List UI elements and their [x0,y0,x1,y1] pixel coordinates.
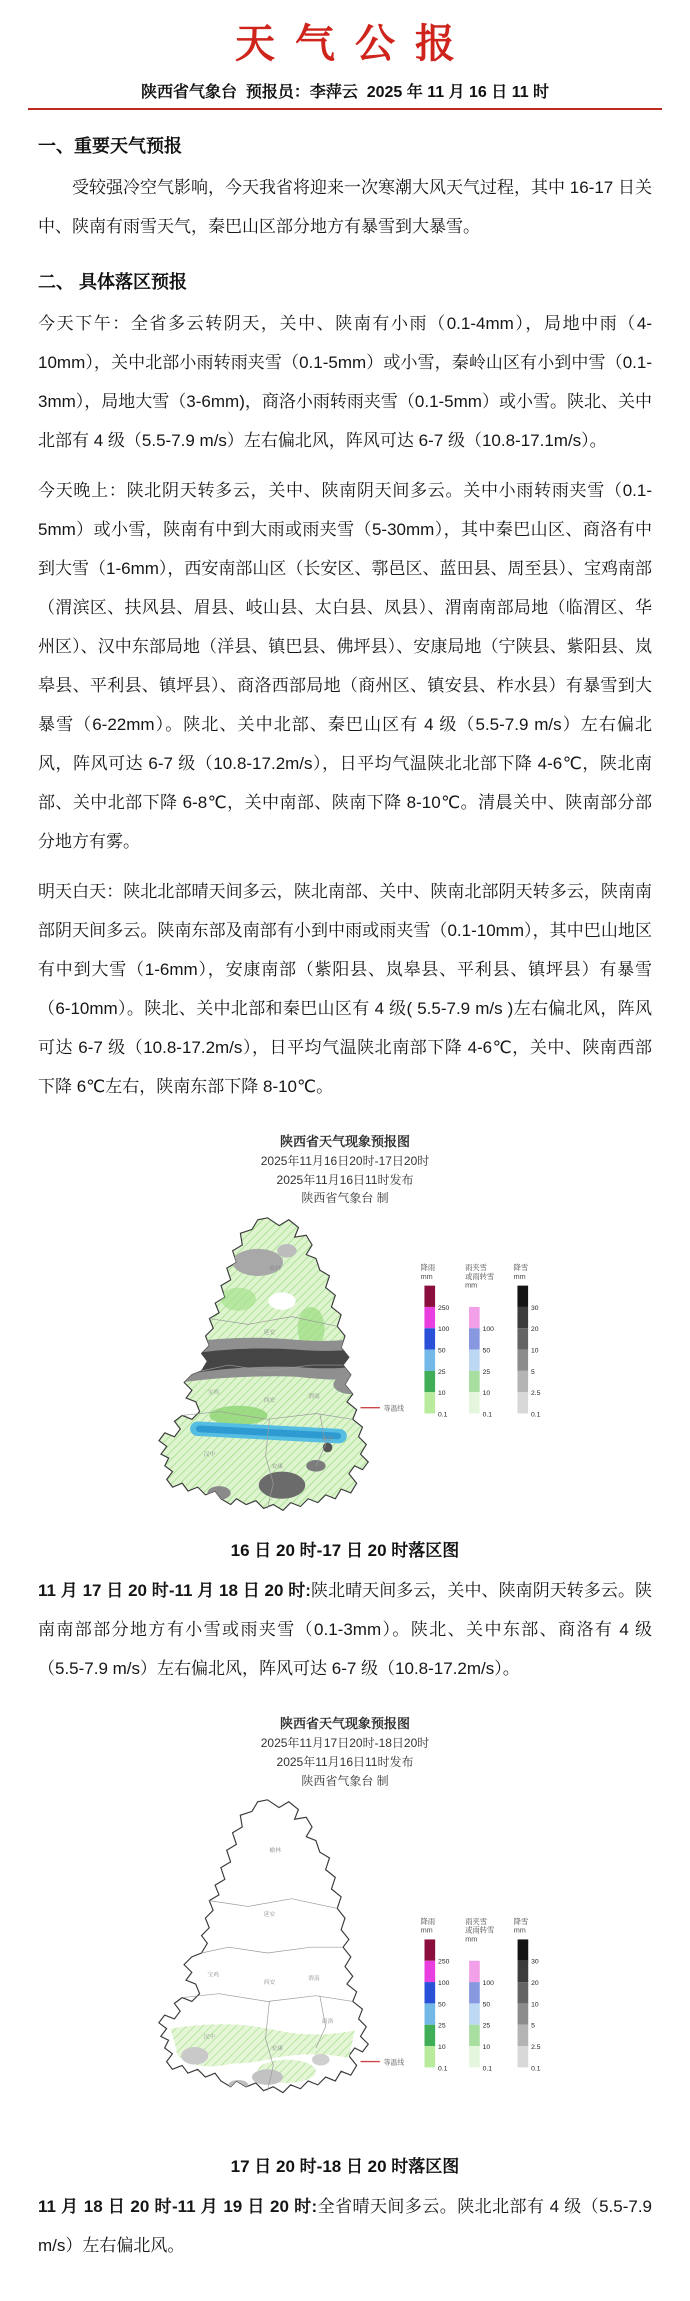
legend-tick: 10 [438,2044,446,2052]
paragraph-body: 陕北晴天间多云，关中、陕南阴天转多云。陕南南部部分地方有小雪或雨夹雪（0.1-3mm）。陕北、关中东部、商洛有 4 级（5.5-7.9 m/s）左右偏北风，阵风可达 6-7 级（10.8-17.2m/s）。 [38,1580,653,1679]
issuer-meta-line: 陕西省气象台 预报员：李萍云 2025 年 11 月 16 日 11 时 [140,84,550,101]
city-label: 商洛 [321,2018,334,2025]
paragraph-body: 陕北北部晴天间多云，陕北南部、关中、陕南北部阴天转多云，陕南南部阴天间多云。陕南东部及南部有小到中雨或雨夹雪（0.1-10mm），其中巴山地区有中到大雪（1-6mm），安康南部（紫阳县、岚皋县、平利县、镇坪县）有暴雪（6-10mm）。陕北、关中北部和秦巴山区有 4 级( 5.5-7.9 m/s )左右偏北风，阵风可达 6-7 级（10.8-17.2m/s），日平均气温陕北南部下降 4-6℃，关中、陕南西部下降 6℃左右，陕南东部下降 8-10℃。 [38,881,653,1096]
legend-sleet [465,1263,494,1418]
legend-group [361,1263,541,1418]
legend-tick: 25 [438,2022,446,2030]
isoline-label: 等温线 [383,2059,405,2067]
map2-producer: 陕西省气象台 制 [301,1773,389,1788]
legend-tick: 10 [531,1347,539,1355]
legend-tick: 10 [482,2044,491,2052]
map2-header [0,1714,690,1790]
meta-underline-rule [28,79,662,110]
legend-snow-unit: mm [513,1925,526,1935]
section-heading-important-forecast: 一、重要天气预报 [38,136,182,156]
paragraph-18th-to-19th [38,2187,652,2265]
paragraph-body: 全省多云转阴天，关中、陕南有小雨（0.1-4mm），局地中雨（4-10mm），关中北部小雨转雨夹雪（0.1-5mm）或小雪，秦岭山区有小到中雪（0.1-3mm），局地大雪（3-6mm)，商洛小雨转雨夹雪（0.1-5mm）或小雪。陕北、关中北部有 4 级（5.5-7.9 m/s）左右偏北风，阵风可达 6-7 级（10.8-17.1m/s）。 [38,314,653,451]
map2-issue-time: 2025年11月16日11时发布 [276,1755,414,1769]
legend-tick: 0.1 [482,2065,493,2073]
paragraph-tonight [38,471,652,862]
legend-group [361,1917,541,2072]
legend-tick: 0.1 [438,2065,448,2073]
city-label: 榆林 [269,1848,281,1855]
legend-tick: 2.5 [531,2044,541,2052]
paragraph-body: 陕北阴天转多云，关中、陕南阴天间多云。关中小雨转雨夹雪（0.1-5mm）或小雪，陕南有中到大雨或雨夹雪（5-30mm），其中秦巴山区、商洛有中到大雪（1-6mm），西安南部山区（长安区、鄠邑区、蓝田县、周至县）、宝鸡南部（渭滨区、扶风县、眉县、岐山县、太白县、凤县）、渭南南部局地（临渭区、华州区）、汉中东部局地（洋县、镇巴县、佛坪县）、安康局地（宁陕县、紫阳县、岚皋县、平利县、镇坪县）、商洛西部局地（商州区、镇安县、柞水县）有暴雪到大暴雪（6-22mm）。陕北、关中北部、秦巴山区有 4 级（5.5-7.9 m/s）左右偏北风，阵风可达 6-7 级（10.8-17.2m/s），日平均气温陕北北部下降 4-6℃，陕北南部、关中北部下降 6-8℃，关中南部、陕南下降 8-10℃。清晨关中、陕南部分部分地方有雾。 [38,480,652,852]
map2-title: 陕西省天气现象预报图 [279,1716,410,1732]
legend-tick: 5 [531,1368,535,1376]
forecast-map-figure-2 [0,1714,690,2112]
legend-tick: 50 [438,2001,446,2009]
legend-sleet-title2: 或雨转雪 [465,1925,495,1935]
city-label: 渭南 [308,1976,320,1983]
legend-tick: 0.1 [531,1411,541,1419]
legend-tick: 2.5 [531,1390,541,1398]
legend-tick: 100 [438,1326,450,1334]
legend-tick: 10 [531,2001,539,2009]
section-heading-detailed-areas: 二、 具体落区预报 [38,272,188,293]
city-label: 榆林 [269,1266,282,1273]
legend-snow-unit: mm [513,1271,526,1281]
legend-tick: 50 [438,1347,446,1355]
legend-snow-title: 降雪 [513,1263,529,1273]
legend-tick: 0.1 [438,1411,448,1419]
legend-tick: 250 [438,1304,450,1312]
city-label: 汉中 [203,2034,216,2041]
city-label: 宝鸡 [207,1390,220,1397]
legend-tick: 20 [531,1980,539,1988]
paragraph-lead: 11 月 18 日 20 时-11 月 19 日 20 时: [38,2197,318,2217]
city-label: 安康 [271,2046,283,2053]
paragraph-lead: 今天晚上： [38,480,127,500]
map1-producer: 陕西省气象台 制 [301,1191,389,1206]
map1-caption: 16 日 20 时-17 日 20 时落区图 [230,1540,460,1560]
map1-issue-time: 2025年11月16日11时发布 [276,1172,414,1187]
paragraph-today-afternoon [38,304,652,460]
map2-caption: 17 日 20 时-18 日 20 时落区图 [230,2157,460,2177]
city-label: 渭南 [308,1393,320,1400]
city-label: 延安 [263,1912,276,1919]
isoline-label: 等温线 [383,1405,405,1413]
legend-sleet-title2: 或雨转雪 [465,1271,495,1281]
legend-tick: 0.1 [531,2065,541,2073]
legend-tick: 0.1 [482,1411,492,1419]
legend-tick: 5 [531,2022,535,2030]
city-label: 延安 [263,1330,276,1337]
paragraph-17th-to-18th [38,1571,652,1688]
legend-tick: 50 [482,2001,491,2009]
legend-tick: 10 [482,1390,491,1398]
legend-rain-title: 降雨 [420,1263,436,1273]
legend-tick: 20 [531,1326,539,1334]
map1-title: 陕西省天气现象预报图 [279,1134,410,1150]
city-label: 安康 [271,1463,283,1470]
legend-snow [514,1917,541,2072]
legend-snow-title: 降雪 [513,1917,529,1927]
legend-snow [514,1263,541,1418]
legend-tick: 100 [482,1326,494,1334]
map1-valid-period: 2025年11月16日20时-17日20时 [260,1154,430,1169]
legend-rain-title: 降雨 [420,1917,436,1927]
paragraph-lead: 明天白天： [38,881,124,901]
legend-rain [421,1917,450,2072]
legend-tick: 100 [482,1980,494,1988]
city-label: 汉中 [203,1452,216,1459]
forecast-map-figure-1 [0,1132,690,1522]
legend-tick: 30 [531,1304,539,1312]
legend-tick: 50 [482,1347,491,1355]
city-label: 西安 [263,1980,276,1987]
legend-sleet-unit: mm [465,1280,478,1290]
shaanxi-precipitation-map-1 [122,1212,568,1522]
legend-sleet-title1: 雨夹雪 [465,1917,488,1927]
legend-tick: 25 [482,1368,491,1376]
legend-rain [421,1263,450,1418]
page-title: 天气公报 [235,22,475,66]
legend-tick: 100 [438,1980,450,1988]
shaanxi-precipitation-map-2 [122,1794,568,2112]
city-label: 宝鸡 [207,1972,219,1979]
legend-tick: 10 [438,1390,446,1398]
paragraph-lead: 11 月 17 日 20 时-11 月 18 日 20 时: [38,1580,311,1600]
important-forecast-paragraph: 受较强冷空气影响，今天我省将迎来一次寒潮大风天气过程，其中 16-17 日关中、陕南有雨雪天气，秦巴山区部分地方有暴雪到大暴雪。 [38,178,652,237]
paragraph-lead: 今天下午： [38,314,131,334]
map2-valid-period: 2025年11月17日20时-18日20时 [260,1736,430,1751]
paragraph-tomorrow-daytime [38,872,652,1107]
paragraph-body: 全省晴天间多云。陕北北部有 4 级（5.5-7.9 m/s）左右偏北风。 [38,2197,653,2256]
legend-tick: 30 [531,1958,539,1966]
legend-tick: 250 [438,1958,450,1966]
legend-tick: 25 [438,1368,446,1376]
city-label: 西安 [263,1397,276,1404]
legend-rain-unit: mm [420,1271,433,1281]
legend-sleet-unit: mm [465,1934,478,1944]
map1-header [0,1132,690,1208]
legend-tick: 25 [482,2022,491,2030]
city-label: 商洛 [321,1436,334,1443]
legend-sleet [465,1917,494,2072]
legend-rain-unit: mm [420,1925,433,1935]
legend-sleet-title1: 雨夹雪 [465,1263,487,1273]
